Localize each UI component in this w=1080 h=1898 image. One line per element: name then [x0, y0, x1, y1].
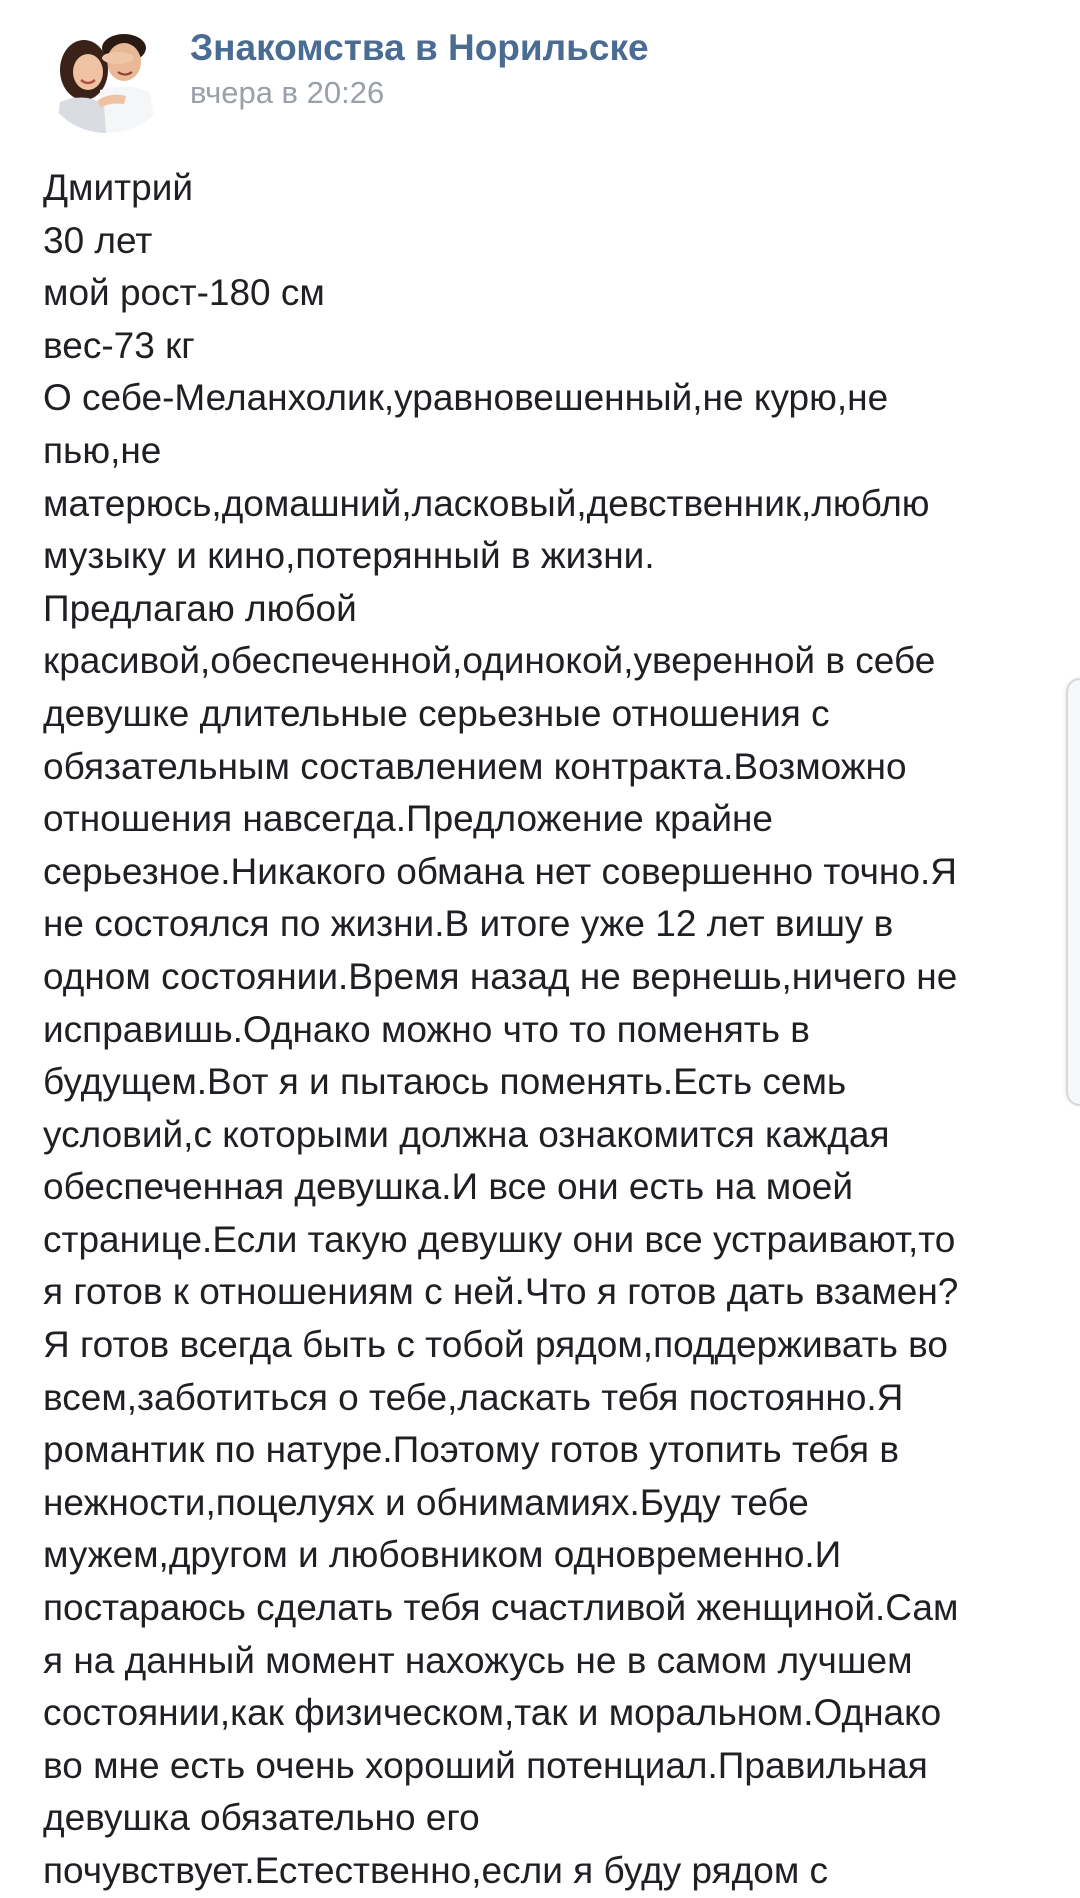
post-text [43, 162, 1043, 1898]
post-text-line: почувствует.Естественно,если я буду рядом с [43, 1850, 829, 1891]
post-text-line: состоянии,как физическом,так и моральном.Однако [43, 1692, 942, 1734]
post-timestamp: вчера в 20:26 [190, 75, 385, 110]
post-text-line: обязательным составлением контракта.Возможно [43, 745, 907, 787]
post-text-line: я готов к отношениям с ней.Что я готов дать взамен? [43, 1271, 959, 1313]
post-text-line: я на данный момент нахожусь не в самом лучшем [43, 1639, 913, 1681]
post-text-line: Предлагаю любой [43, 587, 357, 629]
group-name-link[interactable]: Знакомства в Норильске [190, 27, 649, 68]
post-text-line: красивой,обеспеченной,одинокой,уверенной в себе [43, 640, 936, 682]
post-header [0, 0, 1080, 150]
post-text-line: Дмитрий [43, 167, 194, 208]
couple-photo-avatar-icon [46, 30, 168, 133]
post-text-line: постараюсь сделать тебя счастливой женщиной.Сам [43, 1587, 959, 1629]
post-text-line: серьезное.Никакого обмана нет совершенно точно.Я [43, 850, 957, 892]
post-text-line: вес-73 кг [43, 324, 195, 366]
post-text-line: отношения навсегда.Предложение крайне [43, 798, 774, 840]
post-text-line: девушка обязательно его [43, 1797, 480, 1839]
post-text-line: романтик по натуре.Поэтому готов утопить тебя в [43, 1429, 899, 1471]
group-avatar[interactable] [46, 30, 168, 133]
post-text-line: О себе-Меланхолик,уравновешенный,не курю,не [43, 377, 889, 419]
post-text-line: пью,не [43, 429, 162, 471]
post-text-line: мужем,другом и любовником одновременно.И [43, 1534, 842, 1576]
post-text-line: исправишь.Однако можно что то поменять в [43, 1008, 810, 1050]
post-text-line: во мне есть очень хороший потенциал.Правильная [43, 1744, 928, 1786]
post-text-line: 30 лет [43, 219, 153, 261]
post-text-line: будущем.Вот я и пытаюсь поменять.Есть семь [43, 1061, 847, 1103]
post-text-line: обеспеченная девушка.И все они есть на моей [43, 1166, 854, 1208]
post-text-line: странице.Если такую девушку они все устраивают,то [43, 1218, 956, 1260]
post-text-line: не состоялся по жизни.В итоге уже 12 лет вишу в [43, 903, 894, 945]
post-text-line: музыку и кино,потерянный в жизни. [43, 535, 655, 577]
post-text-line: девушке длительные серьезные отношения с [43, 692, 830, 734]
scrollbar-handle[interactable] [1066, 678, 1080, 1106]
post-text-line: условий,с которыми должна ознакомится каждая [43, 1113, 890, 1155]
post-text-line: нежности,поцелуях и обнимамиях.Буду тебе [43, 1481, 809, 1523]
post-text-line: Я готов всегда быть с тобой рядом,поддерживать во [43, 1324, 948, 1366]
post-text-line: мой рост-180 см [43, 272, 325, 314]
post-text-line: матерюсь,домашний,ласковый,девственник,люблю [43, 482, 930, 524]
post-text-line: одном состоянии.Время назад не вернешь,ничего не [43, 955, 958, 997]
post-text-line: всем,заботиться о тебе,ласкать тебя постоянно.Я [43, 1376, 904, 1418]
